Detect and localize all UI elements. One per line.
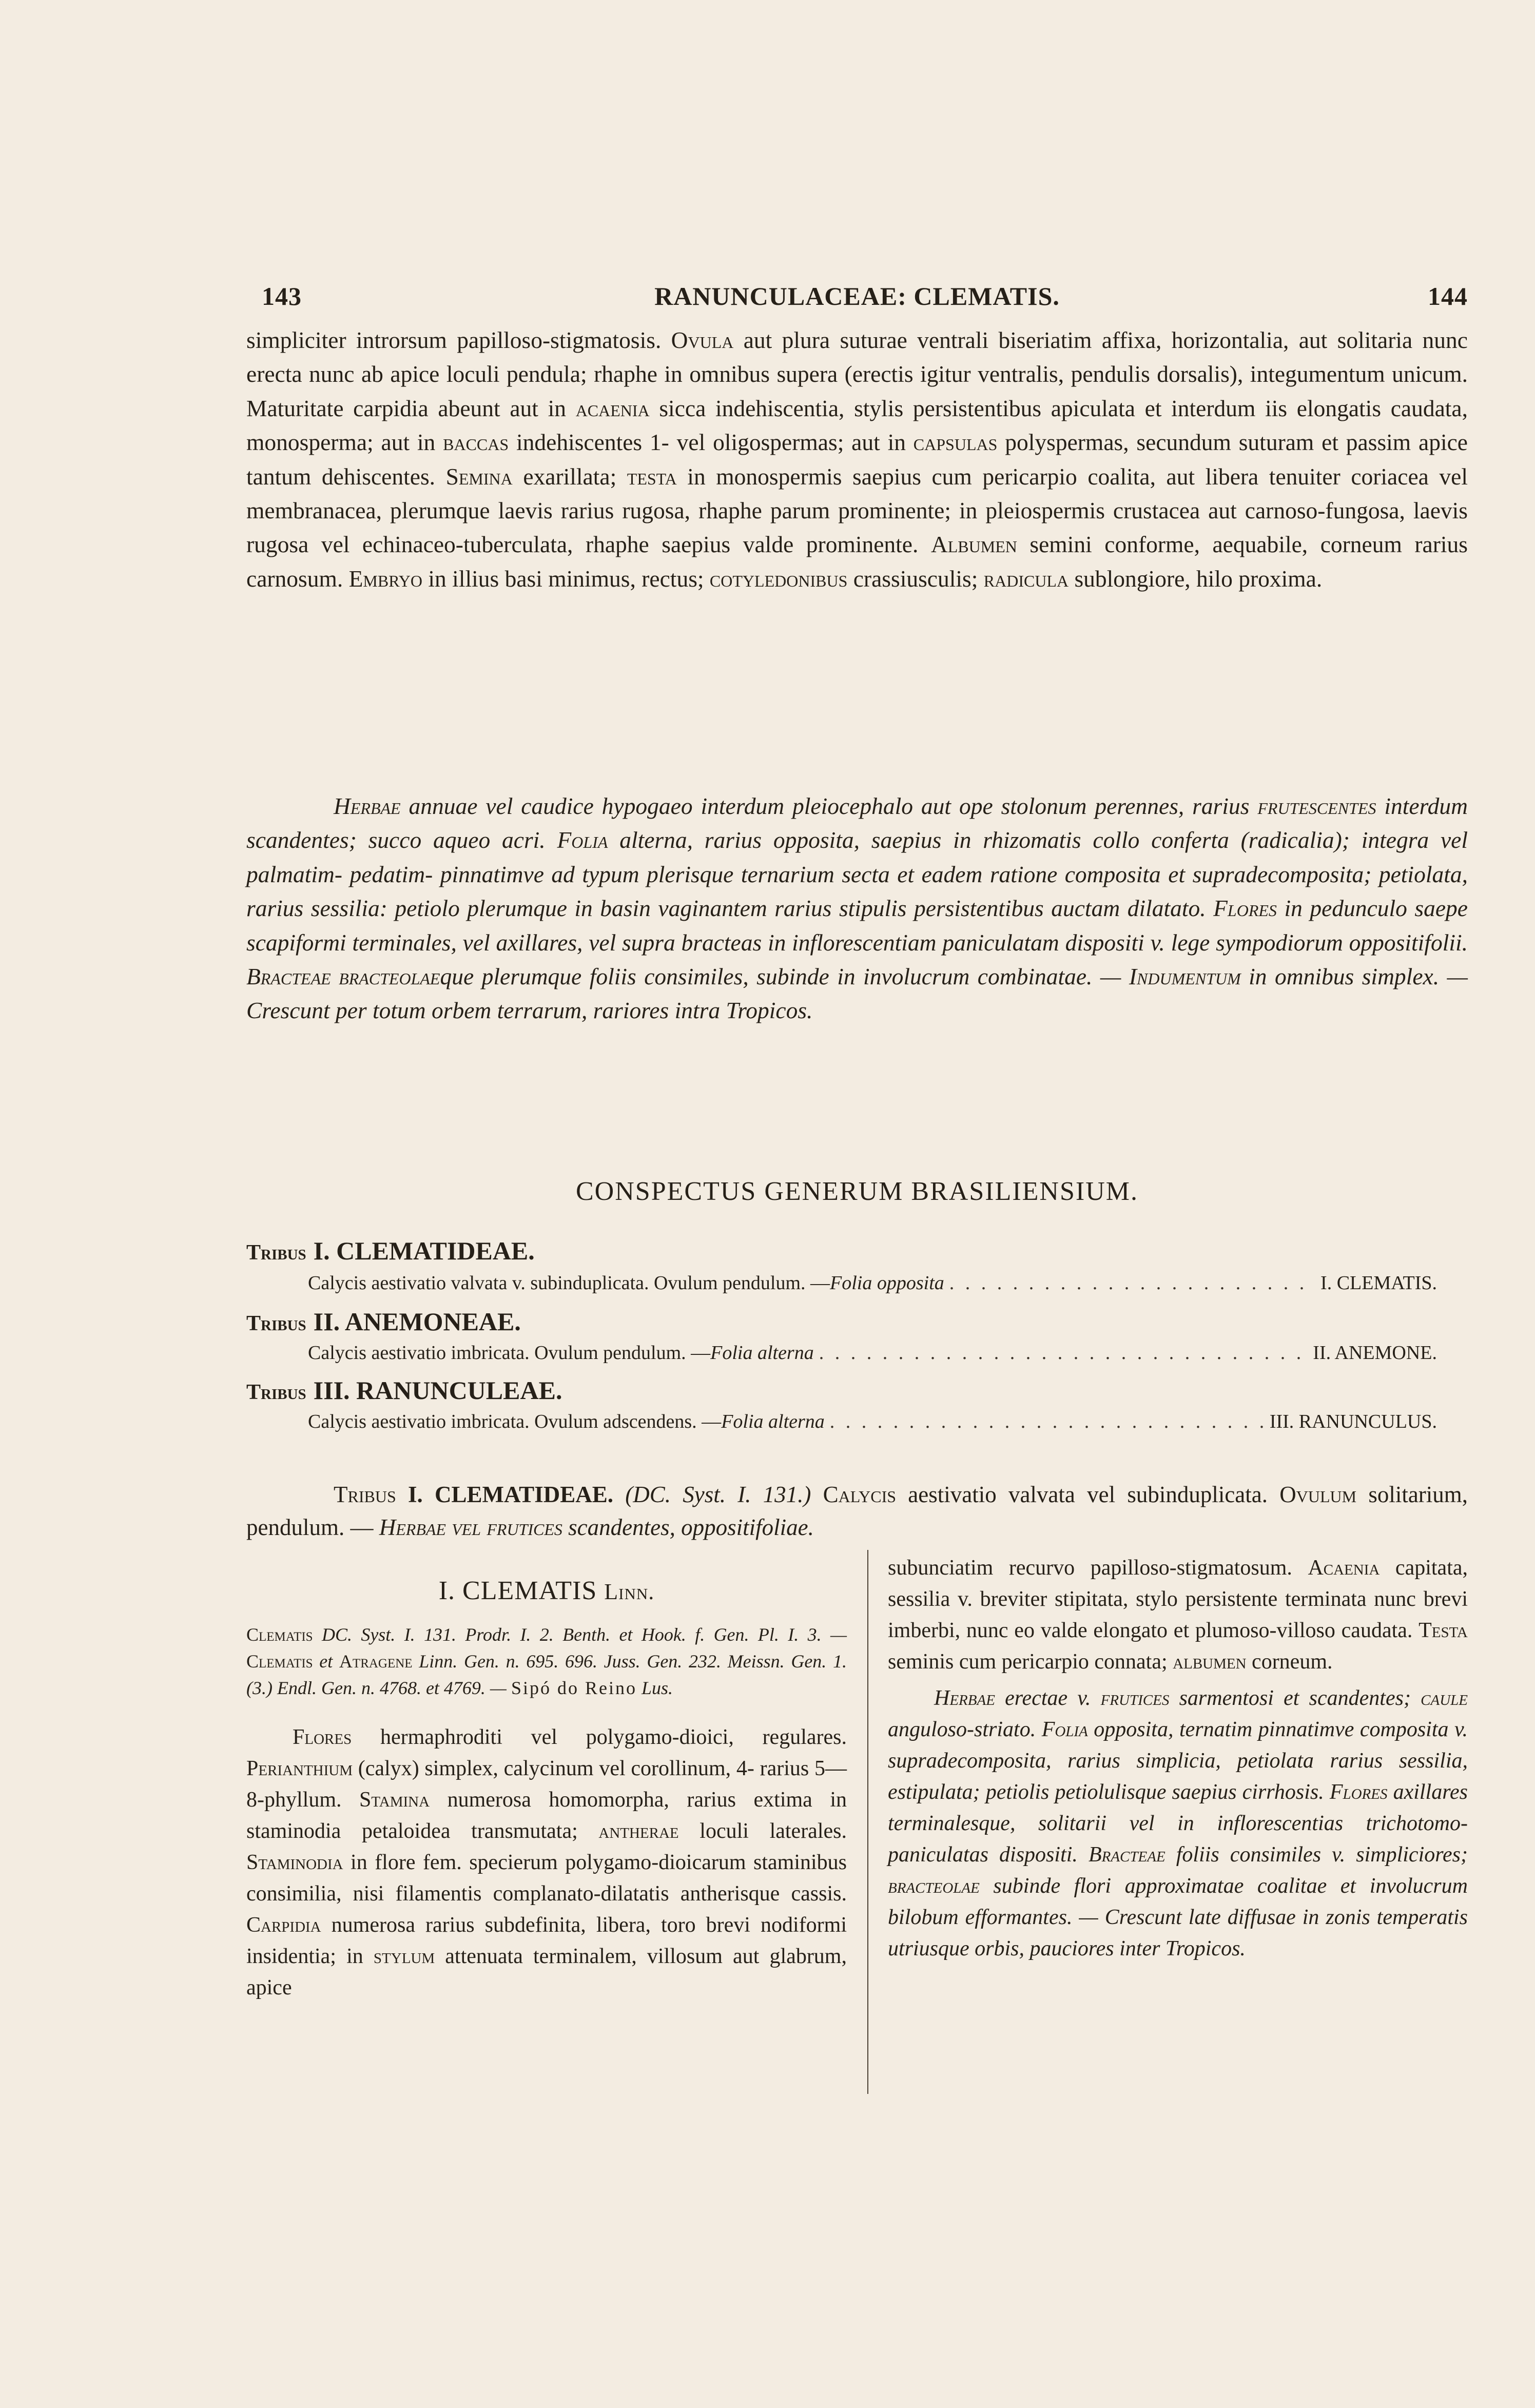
genus-reference: III. RANUNCULUS. — [1269, 1411, 1437, 1432]
text-span: capitata, sessilia v. breviter stipitata, stylo persistente terminata nunc brevi imberbi, nunc eo valde elongato et plumoso-villoso caudata. — [888, 1556, 1468, 1642]
term-flores: Flores — [1329, 1780, 1388, 1804]
text-span: sarmentosi et scandentes; — [1169, 1686, 1421, 1710]
ovules-paragraph — [246, 323, 1468, 596]
text-span: annuae vel caudice hypogaeo interdum pleiocephalo aut ope stolonum perennes, rarius — [400, 793, 1258, 819]
text-span: Linn. Gen. n. 695. 696. Juss. Gen. 232. Meissn. Gen. 1. (3.) Endl. Gen. n. 4768. et 4769. — — [246, 1651, 847, 1698]
vernacular-name: Sipó do Reino — [511, 1678, 637, 1698]
fruit-description — [888, 1552, 1468, 1678]
text-span: sicca indehiscentia, stylis persistentibus apiculata et interdum iis elongatis caudata, monosperma; aut in — [246, 395, 1468, 456]
term-radicula: radicula — [983, 565, 1069, 592]
right-column — [888, 1552, 1468, 1965]
text-span: sublongiore, hilo proxima. — [1068, 565, 1323, 592]
term-stylum: stylum — [373, 1945, 435, 1968]
text-span: in omnibus simplex. — Crescunt per totum orbem terrarum, rariores intra Tropicos. — [246, 963, 1468, 1024]
genus-reference: I. CLEMATIS. — [1320, 1272, 1437, 1294]
text-span: in pedunculo saepe scapiformi terminales, vel axillares, vel supra bracteas in inflorescentiam paniculatam dispositi v. lege sympodiorum oppositifolii. — [246, 895, 1468, 956]
term-herbae: Herbae vel — [379, 1514, 487, 1540]
term-testa: Testa — [1419, 1619, 1468, 1642]
term-embryo: Embryo — [348, 565, 423, 592]
text-span: attenuata terminalem, villosum aut glabrum, apice — [246, 1945, 847, 1999]
term-folia: Folia — [1041, 1718, 1088, 1741]
text-span: in illius basi minimus, rectus; — [422, 565, 710, 592]
tribus-heading — [246, 1307, 521, 1336]
term-acaenia: acaenia — [575, 395, 650, 421]
leader-dots — [949, 1272, 1315, 1294]
text-span: subunciatim recurvo papilloso-stigmatosum. — [888, 1556, 1308, 1580]
text-span: Lus. — [636, 1678, 673, 1698]
page-number-right: 144 — [1428, 282, 1468, 310]
genus-author: Linn. — [604, 1579, 655, 1604]
tribus-key-line — [308, 1342, 1437, 1364]
tribus-name: RANUNCULEAE. — [356, 1376, 562, 1405]
term-capsulas: capsulas — [913, 429, 998, 456]
text-span: numerosa rarius subdefinita, libera, toro brevi nodiformi insidentia; in — [246, 1913, 847, 1968]
term-flores: Flores — [293, 1725, 352, 1749]
text-span: crassiusculis; — [847, 565, 984, 592]
genus-name: I. CLEMATIS — [438, 1576, 597, 1605]
term-ovulum: Ovulum — [1279, 1482, 1357, 1507]
term-stamina: Stamina — [359, 1788, 430, 1812]
tribus-name: CLEMATIDEAE. — [336, 1236, 535, 1265]
term-carpidia: Carpidia — [246, 1913, 321, 1937]
text-span: erectae v. — [995, 1686, 1101, 1710]
page-number-left: 143 — [262, 282, 302, 310]
text-span: aut plura suturae ventrali biseriatim affixa, horizontalia, aut solitaria nunc erecta nunc ab apice loculi pendula; rhaphe in omnibus supera (erectis igitur ventralis, pendulis dorsalis), integumentum unicum. Maturitate carpidia abeunt aut in — [246, 327, 1468, 421]
conspectus-title: CONSPECTUS GENERUM BRASILIENSIUM. — [576, 1177, 1138, 1206]
tribus-heading — [246, 1375, 562, 1405]
tribus-number: I. — [408, 1482, 423, 1507]
tribus-leaf-character: Folia alterna — [710, 1342, 814, 1364]
leader-dots — [830, 1410, 1265, 1433]
tribus-name: ANEMONEAE. — [344, 1307, 521, 1336]
text-span: axillares terminalesque, solitarii vel in inflorescentias trichotomo-paniculatas dispositi. — [888, 1780, 1468, 1867]
tribus-reference: (DC. Syst. I. 131.) — [625, 1482, 811, 1507]
term-cotyledonibus: cotyledonibus — [709, 565, 848, 592]
tribus-label: Tribus — [334, 1482, 396, 1507]
term-calycis: Calycis — [823, 1482, 897, 1507]
term-herbae: Herbae — [334, 793, 401, 819]
text-span: corneum. — [1246, 1650, 1333, 1674]
text-span: et — [313, 1651, 339, 1672]
tribus-number: II. — [313, 1307, 340, 1336]
synonymy — [246, 1621, 847, 1701]
tribus-clematideae-paragraph — [246, 1478, 1468, 1544]
term-folia: Folia — [557, 827, 608, 853]
text-span: solitarium, pendulum. — — [246, 1482, 1468, 1540]
term-flores: Flores — [1213, 895, 1277, 922]
term-testa: testa — [627, 463, 677, 490]
habit-description — [888, 1683, 1468, 1965]
text-span: scandentes, oppositifoliae. — [562, 1514, 814, 1540]
tribus-key-line — [308, 1272, 1437, 1294]
text-span: (calyx) simplex, calycinum vel corollinum, 4- rarius 5—8-phyllum. — [246, 1757, 847, 1812]
term-clematis: Clematis — [246, 1651, 313, 1672]
term-staminodia: Staminodia — [246, 1851, 343, 1874]
tribus-label: Tribus — [246, 1381, 306, 1404]
term-bracteae: Bracteae — [1088, 1843, 1165, 1867]
text-span: anguloso-striato. — [888, 1718, 1042, 1741]
term-bracteae: Bracteae bracteolae — [246, 963, 440, 990]
tribus-description: Calycis aestivatio imbricata. Ovulum adscendens. — — [308, 1411, 722, 1432]
text-span: opposita, ternatim pinnatimve composita v. supradecomposita, rarius simplicia, petiolata rarius sessilia, estipulata; petiolis petiolulisque saepius cirrhosis. — [888, 1718, 1468, 1804]
text-span: numerosa homomorpha, rarius extima in staminodia petaloidea transmutata; — [246, 1788, 847, 1843]
term-frutescentes: frutescentes — [1257, 793, 1376, 819]
text-span: exarillata; — [512, 463, 627, 490]
text-span: in flore fem. specierum polygamo-dioicarum staminibus consimilia, nisi filamentis complanato-dilatatis antherisque cassis. — [246, 1851, 847, 1906]
term-caule: caule — [1421, 1686, 1468, 1710]
tribus-label: Tribus — [246, 1241, 306, 1265]
text-span: polyspermas, secundum suturam et passim apice tantum dehiscentes. — [246, 429, 1468, 490]
term-semina: Semina — [445, 463, 513, 490]
page-header — [246, 281, 1468, 322]
text-span: semini conforme, aequabile, corneum rarius carnosum. — [246, 531, 1468, 592]
text-span: seminis cum pericarpio connata; — [888, 1650, 1173, 1674]
text-span: interdum scandentes; succo aqueo acri. — [246, 793, 1468, 853]
genus-title — [246, 1576, 847, 1606]
term-perianthium: Perianthium — [246, 1757, 353, 1780]
term-frutices: frutices — [487, 1514, 562, 1540]
tribus-number: III. — [313, 1376, 350, 1405]
text-span: alterna, rarius opposita, saepius in rhizomatis collo conferta (radicalia); integra vel palmatim- pedatim- pinnatimve ad typum plerisque ternarium secta et eadem ratione composita et supradecomposita; petiolata, rarius sessilia: petiolo plerumque in basin vaginantem rarius stipulis persistentibus auctam dilatato. — [246, 827, 1468, 922]
tribus-heading — [246, 1236, 535, 1266]
genus-description — [246, 1722, 847, 2004]
tribus-leaf-character: Folia alterna — [721, 1411, 825, 1432]
text-span: foliis consimiles v. simpliciores; — [1165, 1843, 1468, 1867]
text-span: indehiscentes 1- vel oligospermas; aut in — [509, 429, 914, 456]
term-antherae: antherae — [598, 1819, 679, 1843]
text-span: loculi laterales. — [678, 1819, 847, 1843]
tribus-label: Tribus — [246, 1312, 306, 1335]
text-span: in monospermis saepius cum pericarpio coalita, aut libera tenuiter coriacea vel membranacea, plerumque laevis rarius rugosa, rhaphe parum prominente; in pleiospermis crustacea aut carnoso-fungosa, laevis rugosa vel echinaceo-tuberculata, rhaphe saepius valde prominente. — [246, 463, 1468, 558]
column-rule — [867, 1550, 868, 2094]
term-atragene: Atragene — [339, 1651, 413, 1672]
tribus-description: Calycis aestivatio valvata v. subinduplicata. Ovulum pendulum. — — [308, 1272, 830, 1294]
term-indumentum: Indumentum — [1129, 963, 1241, 990]
text-span: simpliciter introrsum papilloso-stigmatosis. — [246, 327, 671, 353]
running-title: RANUNCULACEAE: CLEMATIS. — [654, 282, 1060, 310]
term-acaenia: Acaenia — [1308, 1556, 1380, 1580]
text-span: que plerumque foliis consimiles, subinde in involucrum combinatae. — — [440, 963, 1129, 990]
term-baccas: baccas — [443, 429, 509, 456]
text-span: aestivatio valvata vel subinduplicata. — [896, 1482, 1280, 1507]
tribus-number: I. — [313, 1236, 330, 1265]
term-ovula: Ovula — [671, 327, 734, 353]
term-clematis: Clematis — [246, 1624, 313, 1645]
text-span: subinde flori approximatae coalitae et involucrum bilobum efformantes. — Crescunt late diffusae in zonis temperatis utriusque orbis, pauciores inter Tropicos. — [888, 1874, 1468, 1960]
left-column — [246, 1560, 847, 2004]
term-herbae: Herbae — [934, 1686, 995, 1710]
tribus-name: CLEMATIDEAE. — [435, 1482, 613, 1507]
term-albumen: Albumen — [930, 531, 1017, 558]
term-bracteolae: bracteolae — [888, 1874, 980, 1898]
tribus-key-line — [308, 1410, 1437, 1433]
tribus-leaf-character: Folia opposita — [830, 1272, 944, 1294]
habit-paragraph — [246, 789, 1468, 1028]
leader-dots — [819, 1342, 1308, 1364]
text-span: hermaphroditi vel polygamo-dioici, regulares. — [352, 1725, 847, 1749]
tribus-description: Calycis aestivatio imbricata. Ovulum pendulum. — — [308, 1342, 711, 1364]
genus-reference: II. ANEMONE. — [1313, 1342, 1437, 1364]
text-span: DC. Syst. I. 131. Prodr. I. 2. Benth. et Hook. f. Gen. Pl. I. 3. — — [313, 1624, 847, 1645]
term-albumen: albumen — [1173, 1650, 1247, 1674]
term-frutices: frutices — [1100, 1686, 1170, 1710]
